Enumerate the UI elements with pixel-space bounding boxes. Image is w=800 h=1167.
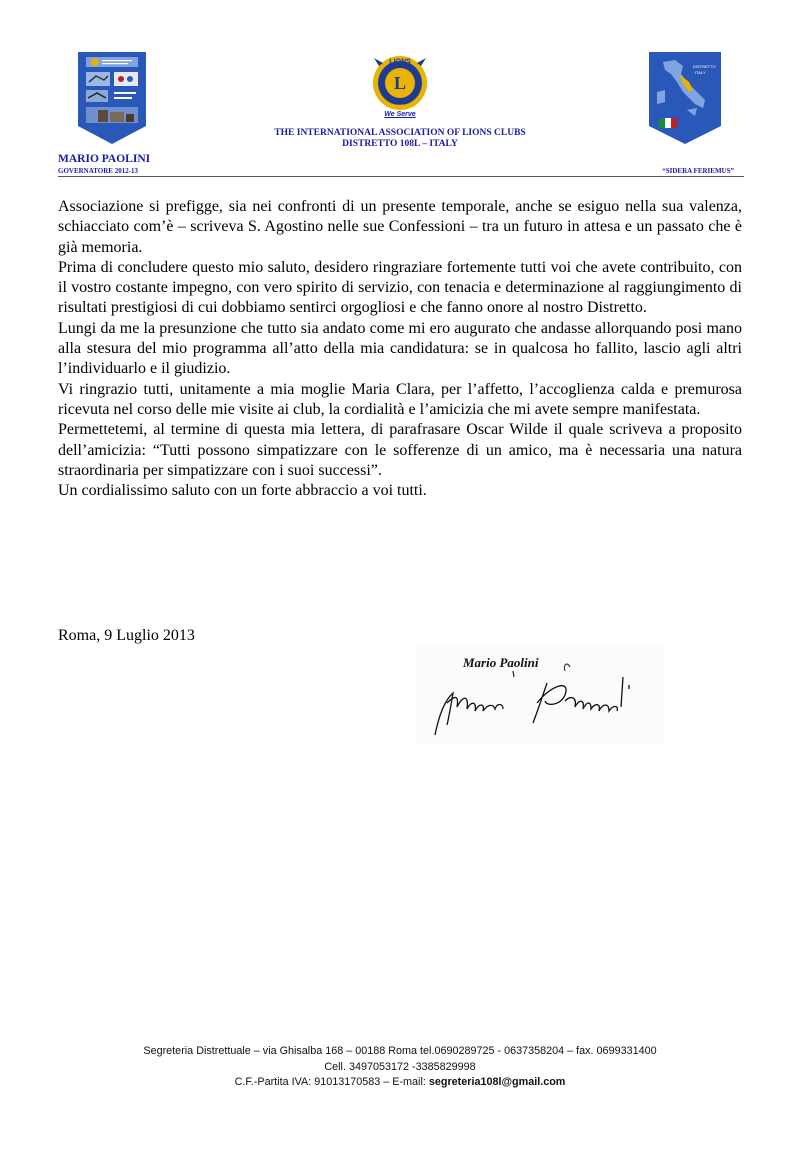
letter-paragraph: Prima di concludere questo mio saluto, desidero ringraziare fortemente tutti voi che avete contribuito, con il vostro costante impegno, con vero spirito di servizio, con tenacia e determinazione al raggiungimento di risultati prestigiosi di cui dobbiamo sentirci orgogliosi e che fanno onore al nostro Distretto. [58, 258, 742, 317]
footer-address: Segreteria Distrettuale – via Ghisalba 168 – 00188 Roma tel.0690289725 - 0637358204 – fax. 0699331400 [143, 1045, 657, 1057]
signature-printed-name: Mario Paolini [463, 655, 539, 670]
letter-paragraph: Associazione si prefigge, sia nei confronti di un presente temporale, anche se esiguo nella sua valenza, schiacciato com’è – scriveva S. Agostino nelle sue Confessioni – tra un futuro in attesa e un passato che è già memoria. [58, 198, 742, 256]
lions-logo-text: LIONS [389, 58, 411, 66]
we-serve-tagline: We Serve [384, 111, 416, 118]
governor-emblem [78, 52, 146, 144]
footer-phone: Cell. 3497053172 -3385829998 [324, 1060, 476, 1073]
letter-paragraph: Vi ringrazio tutti, unitamente a mia moglie Maria Clara, per l’affetto, l’accoglienza calda e premurosa ricevuta nel corso delle mie visite ai club, la cordialità e l’amicizia che mi avete sempre manifestata. [58, 380, 742, 418]
organization-line-1: THE INTERNATIONAL ASSOCIATION OF LIONS CLUBS [274, 128, 526, 138]
handwritten-signature [415, 645, 665, 745]
footer-tax-email-line [0, 1075, 800, 1091]
district-motto: “SIDERA FERIEMUS” [662, 167, 734, 175]
governor-title: GOVERNATORE 2012-13 [58, 167, 139, 175]
letter-paragraph: Permettetemi, al termine di questa mia lettera, di parafrasare Oscar Wilde il quale scriveva a proposito dell’amicizia: “Tutti possono simpatizzare con le sofferenze di un amico, ma è necessaria una natura straordinaria per simpatizzare con i suoi successi”. [58, 421, 742, 479]
letterhead [0, 0, 800, 185]
footer-email-link[interactable]: segreteria108l@gmail.com [428, 1076, 566, 1088]
letter-footer [0, 1044, 800, 1091]
governor-name: MARIO PAOLINI [58, 153, 151, 165]
lions-clubs-logo [371, 54, 429, 118]
organization-name [200, 128, 600, 150]
map-caption: DISTRETTO [693, 64, 716, 69]
header-divider [58, 176, 744, 177]
place-date: Roma, 9 Luglio 2013 [58, 627, 195, 644]
map-caption-country: ITALY [695, 70, 706, 75]
letter-body [58, 197, 742, 501]
lions-logo-subtext: INTERNATIONAL [385, 104, 415, 108]
lions-logo-letter: L [393, 73, 407, 93]
district-map-emblem [649, 52, 721, 144]
letter-paragraph: Lungi da me la presunzione che tutto sia andato come mi ero augurato che andasse allorquando posi mano alla stesura del mio programma all’atto della mia candidatura: se in qualcosa ho fallito, lascio agli altri l’individuarlo e il giudizio. [58, 319, 742, 378]
footer-tax-id: C.F.-Partita IVA: 91013170583 – E-mail: [234, 1076, 429, 1088]
organization-line-2: DISTRETTO 108L – ITALY [342, 139, 458, 149]
letter-closing: Un cordialissimo saluto con un forte abbraccio a voi tutti. [58, 482, 427, 500]
